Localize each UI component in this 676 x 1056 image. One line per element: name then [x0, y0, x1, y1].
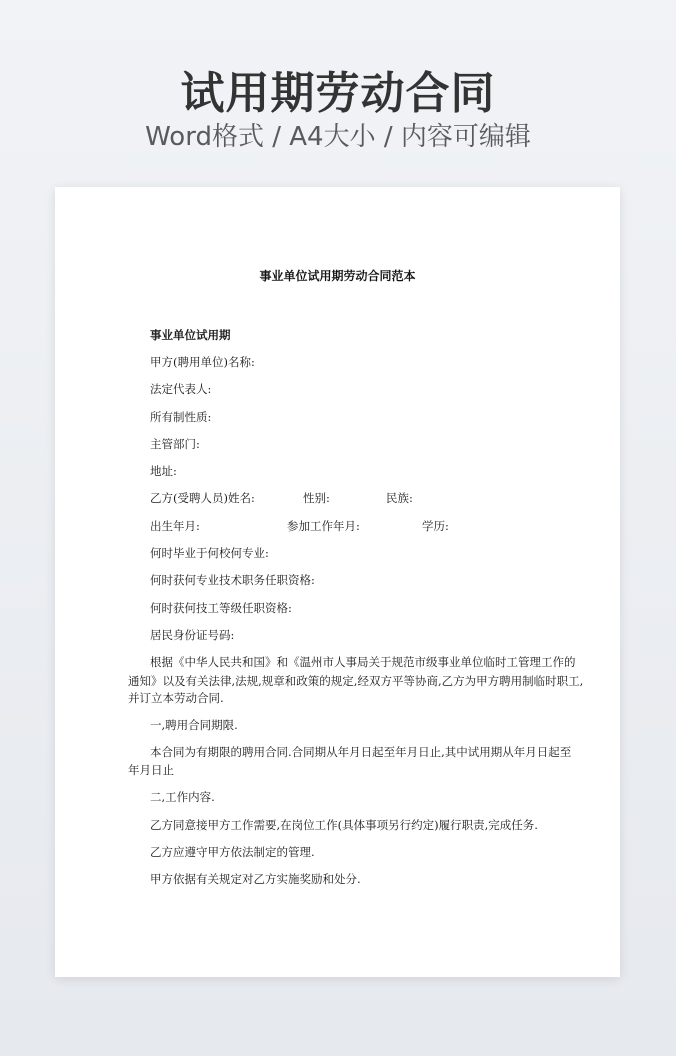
- document-page: [55, 187, 620, 977]
- clause1-body-line: 本合同为有期限的聘用合同.合同期从年月日起至年月日止,其中试用期从年月日起至: [150, 745, 572, 759]
- work-start-field: 参加工作年月:: [287, 519, 360, 533]
- graduation-field: 何时毕业于何校何专业:: [150, 546, 269, 560]
- id-number-field: 居民身份证号码:: [150, 628, 235, 642]
- clause2-line: 乙方同意接甲方工作需要,在岗位工作(具体事项另行约定)履行职责,完成任务.: [150, 818, 538, 832]
- skill-level-field: 何时获何技工等级任职资格:: [150, 601, 292, 615]
- gender-field: 性别:: [303, 491, 330, 505]
- legal-rep-field: 法定代表人:: [150, 382, 212, 396]
- banner-header: [0, 0, 676, 180]
- clause2-line: 甲方依据有关规定对乙方实施奖励和处分.: [150, 872, 361, 886]
- preamble-line: 根据《中华人民共和国》和《温州市人事局关于规范市级事业单位临时工管理工作的: [150, 655, 576, 669]
- banner-subtitle: Word格式 / A4大小 / 内容可编辑: [145, 122, 531, 152]
- clause1-heading: 一,聘用合同期限.: [150, 718, 238, 732]
- ethnicity-field: 民族:: [386, 491, 413, 505]
- clause2-line: 乙方应遵守甲方依法制定的管理.: [150, 845, 315, 859]
- party-b-name-field: 乙方(受聘人员)姓名:: [150, 491, 255, 505]
- education-field: 学历:: [422, 519, 449, 533]
- section-heading: 事业单位试用期: [150, 328, 231, 342]
- tech-title-field: 何时获何专业技术职务任职资格:: [150, 573, 315, 587]
- department-field: 主管部门:: [150, 437, 200, 451]
- preamble-line: 并订立本劳动合同.: [128, 691, 224, 705]
- clause2-heading: 二,工作内容.: [150, 790, 215, 804]
- banner-title: 试用期劳动合同: [180, 68, 496, 119]
- ownership-field: 所有制性质:: [150, 410, 212, 424]
- address-field: 地址:: [150, 464, 177, 478]
- birth-field: 出生年月:: [150, 519, 200, 533]
- clause1-body-line: 年月日止: [128, 763, 174, 777]
- party-a-name-field: 甲方(聘用单位)名称:: [150, 355, 255, 369]
- document-title: 事业单位试用期劳动合同范本: [259, 269, 416, 283]
- preamble-line: 通知》以及有关法律,法规,规章和政策的规定,经双方平等协商,乙方为甲方聘用制临时职工,: [128, 674, 584, 688]
